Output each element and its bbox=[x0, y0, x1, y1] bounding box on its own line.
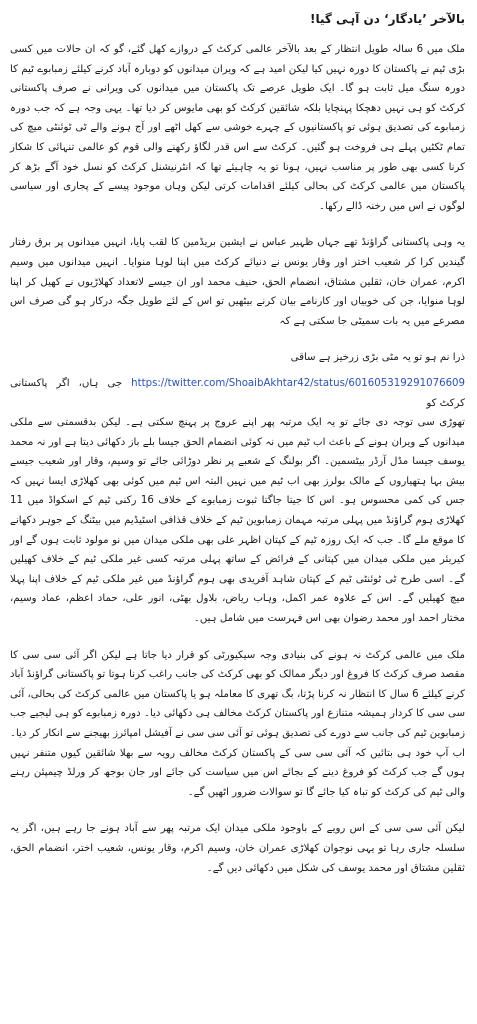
article-paragraph-1: ملک میں 6 سالہ طویل انتظار کے بعد بالآخر عالمی کرکٹ کے دروازے کھل گئے، گو کہ ان حالات میں کسی بڑی ٹیم نے پاکستان کا دورہ نہیں کیا لیکن امید ہے کہ ویران میدانوں کو دوبارہ آباد کرنے کیلئے زمبابوے ٹیم کا دورہ سنگ میل ثابت ہو گا۔ ایک طویل عرصے تک پاکستان میں میدانوں کی ویرانی نے صرف پاکستانی کرکٹ کو ہی نہیں دھچکا پہنچایا بلکہ شائقین کرکٹ کو بھی مایوس کر دیا تھا۔ یہی وجہ ہے کہ جب دورہ زمبابوے کی تصدیق ہوئی تو پاکستانیوں کے چہرے خوشی سے کھل اٹھے اور آج ہونے والے ٹی ٹوئنٹی میچ کی تمام ٹکٹیں پہلے ہی فروخت ہو گئیں۔ کرکٹ سے اس قدر لگاؤ رکھنے والی قوم کو عالمی تنہائی کا شکار کرنا کسی بھی طور پر مناسب نہیں، ہونا تو یہ چاہیئے تھا کہ انٹرنیشنل کرکٹ کو نسل خود آگے بڑھ کر پاکستان میں عالمی کرکٹ کی بحالی کیلئے اقدامات کرتی لیکن وہاں موجود پیسے کے پجاری اور سیاسی لوگوں نے اس میں رخنہ ڈالے رکھا۔ bbox=[10, 44, 465, 212]
tweet-link[interactable]: https://twitter.com/ShoaibAkhtar42/status/601605319291076609 bbox=[131, 377, 466, 389]
verse-line: ذرا نم ہو تو یہ مٹی بڑی زرخیز ہے ساقی bbox=[290, 352, 465, 364]
article-paragraph-5: لیکن آئی سی سی کے اس رویے کے باوجود ملکی میدان ایک مرتبہ پھر سے آباد ہونے جا رہے ہیں، اگر یہ سلسلہ جاری رہا تو یہی نوجوان کھلاڑی عمران خان، وسیم اکرم، وقار یونس، شعیب اختر، انضمام الحق، ثقلین مشتاق اور محمد یوسف کی شکل میں دکھائی دیں گے۔ bbox=[10, 823, 465, 874]
tweet-line bbox=[10, 374, 465, 413]
article-headline: بالآخر ’یادگار‘ دن آہی گیا! bbox=[310, 12, 465, 26]
article-paragraph-2: یہ وہی پاکستانی گراؤنڈ تھے جہاں ظہیر عباس نے ایشین بریڈمین کا لقب پایا، انہیں میدانوں پر برق رفتار گیندیں کرا کر شعیب اختر اور وقار یونس نے دنیائے کرکٹ میں اپنا لوہا منوایا۔ انہیں میدانوں میں وسیم اکرم، عمران خان، ثقلین مشتاق، انضمام الحق، حنیف محمد اور ان جیسے لاتعداد کھلاڑیوں نے کھیل کر اپنا لوہا منوایا، جن کی خوبیاں اور کارنامے بیان کرنے بیٹھیں تو اس کے لئے طویل جگہ درکار ہو گی صرف اس مصرعے میں یہ بات سمیٹی جا سکتی ہے کہ bbox=[10, 237, 465, 327]
tweet-after-text: جی ہاں، اگر پاکستانی کرکٹ کو bbox=[10, 377, 465, 409]
article-paragraph-3: تھوڑی سی توجہ دی جائے تو یہ ایک مرتبہ پھر اپنے عروج پر پہنچ سکتی ہے۔ لیکن بدقسمتی سے ملکی میدانوں کے ویران ہونے کے باعث اب ٹیم میں نہ کوئی انضمام الحق جیسا بلے باز دکھائی دیتا ہے اور نہ محمد یوسف جیسا مڈل آرڈر بیٹسمین۔ اگر بولنگ کے شعبے پر نظر دوڑائی جائے تو وسیم، وقار اور شعیب جیسے بیش بہا ہتھیاروں کے مالک بولرز بھی اب ٹیم میں نہیں البتہ اس ٹیم میں کوئی بھی کھلاڑی ایسا نہیں کہ جس کی کمی محسوس ہو۔ اس کا جیتا جاگتا ثبوت زمبابوے کے خلاف 16 رکنی ٹیم کے اسکواڈ میں 11 کھلاڑی ہوم گراؤنڈ میں پہلی مرتبہ مہمان زمبابوین ٹیم کے خلاف قذافی اسٹیڈیم میں بیٹنگ کے جوہر دکھانے کا موقع ملے گا۔ جب کہ ایک روزہ ٹیم کے کپتان اظہر علی بھی ملکی میدان میں نو مولود ثابت ہوں گے اور کیریئر میں ملکی میدان میں کپتانی کے فرائض کے ساتھ پہلی مرتبہ کسی غیر ملکی ٹیم کے خلاف کھیلیں گے۔ اسی طرح ٹی ٹوئنٹی ٹیم کے کپتان شاہد آفریدی بھی ہوم گراؤنڈ میں غیر ملکی ٹیم کے خلاف اپنا پہلا میچ کھیلیں گے۔ اس کے علاوہ عمر اکمل، وہاب ریاض، بلاول بھٹی، انور علی، حماد اعظم، عماد وسیم، مختار احمد اور محمد رضوان بھی اس فہرست میں شامل ہیں۔ bbox=[10, 417, 465, 625]
article-paragraph-4: ملک میں عالمی کرکٹ نہ ہونے کی بنیادی وجہ سیکیورٹی کو قرار دیا جاتا ہے لیکن اگر آئی سی سی کا مقصد صرف کرکٹ کا فروغ اور دیگر ممالک کو بھی کرکٹ کی جانب راغب کرنا ہوتا تو پاکستانی گراؤنڈ آباد کرنے کیلئے 6 سال کا انتظار نہ کرنا پڑتا، بگ تھری کا معاملہ ہو یا پاکستان میں عالمی کرکٹ کی بحالی، آئی سی سی کا کردار ہمیشہ متنازع اور پاکستان کرکٹ مخالف ہی دکھائی دیا۔ دورہ زمبابوے کو ہی لیجیے جب زمبابوین ٹیم کی جانب سے دورے کی تصدیق ہوئی تو آئی سی سی نے آفیشل امپائرز بھیجنے سے انکار کر دیا۔ اب آپ خود ہی بتائیں کہ آئی سی سی کے پاکستان کرکٹ مخالف رویہ سے بھلا شائقین کیوں متنفر نہیں ہوں گے جب کرکٹ کو فروغ دینے کے بجائے اس میں سیاست کی جائے اور جان بوجھ کر ورلڈ چیمپئن رہنے والی ٹیم کی کرکٹ کو تباہ کیا جائے گا تو سوالات ضرور اٹھیں گے۔ bbox=[10, 649, 465, 798]
